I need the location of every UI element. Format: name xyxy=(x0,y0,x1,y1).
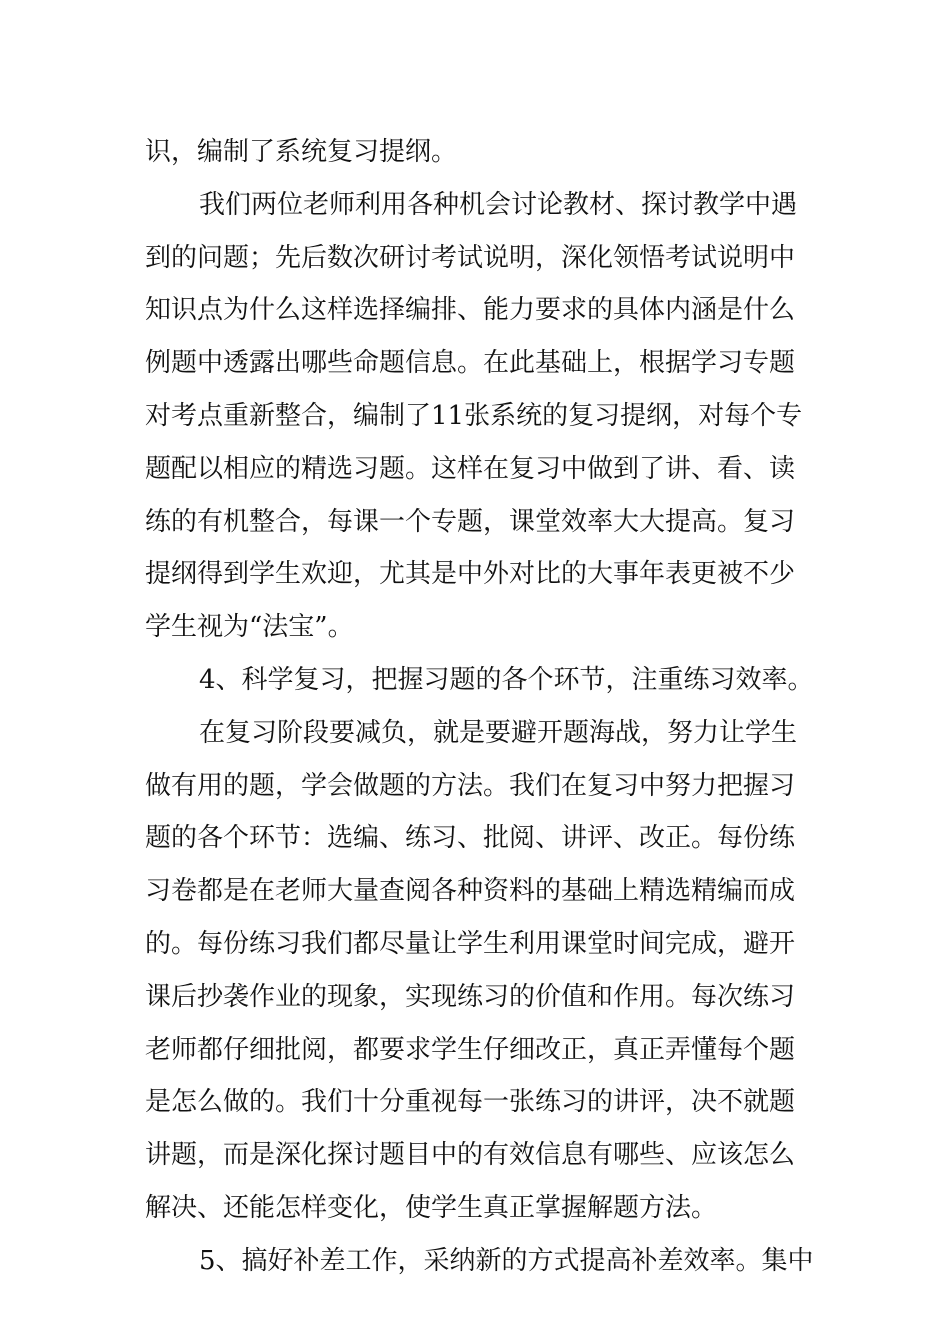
text-line: 提纲得到学生欢迎，尤其是中外对比的大事年表更被不少 xyxy=(145,559,796,590)
text-line: 题配以相应的精选习题。这样在复习中做到了讲、看、读 xyxy=(145,453,796,484)
text-line: 到的问题；先后数次研讨考试说明，深化领悟考试说明中 xyxy=(145,242,796,273)
paragraph-first-line: 我们两位老师利用各种机会讨论教材、探讨教学中遇 xyxy=(199,189,798,220)
text-line: 对考点重新整合，编制了11张系统的复习提纲，对每个专 xyxy=(145,400,803,431)
text-line: 知识点为什么这样选择编排、能力要求的具体内涵是什么 xyxy=(145,295,796,326)
text-line: 老师都仔细批阅，都要求学生仔细改正，真正弄懂每个题 xyxy=(145,1034,796,1065)
text-line: 解决、还能怎样变化，使学生真正掌握解题方法。 xyxy=(145,1192,718,1223)
body-text xyxy=(145,126,825,1288)
text-line: 识，编制了系统复习提纲。 xyxy=(145,137,458,167)
text-line: 是怎么做的。我们十分重视每一张练习的讲评，决不就题 xyxy=(145,1087,796,1118)
text-line: 例题中透露出哪些命题信息。在此基础上，根据学习专题 xyxy=(145,348,796,379)
text-line: 习卷都是在老师大量查阅各种资料的基础上精选精编而成 xyxy=(145,876,796,907)
section-heading-4: 4、科学复习，把握习题的各个环节，注重练习效率。 xyxy=(199,664,814,695)
text-line: 讲题，而是深化探讨题目中的有效信息有哪些、应该怎么 xyxy=(145,1140,796,1171)
text-line: 题的各个环节：选编、练习、批阅、讲评、改正。每份练 xyxy=(145,823,796,854)
section-heading-5: 5、搞好补差工作，采纳新的方式提高补差效率。集中 xyxy=(199,1245,814,1276)
text-line: 的。每份练习我们都尽量让学生利用课堂时间完成，避开 xyxy=(145,928,796,959)
text-line: 课后抄袭作业的现象，实现练习的价值和作用。每次练习 xyxy=(145,981,796,1012)
text-line: 学生视为“法宝”。 xyxy=(145,612,354,643)
text-line: 做有用的题，学会做题的方法。我们在复习中努力把握习 xyxy=(145,770,796,801)
paragraph-first-line: 在复习阶段要减负，就是要避开题海战，努力让学生 xyxy=(199,717,798,748)
text-line: 练的有机整合，每课一个专题，课堂效率大大提高。复习 xyxy=(145,506,796,537)
